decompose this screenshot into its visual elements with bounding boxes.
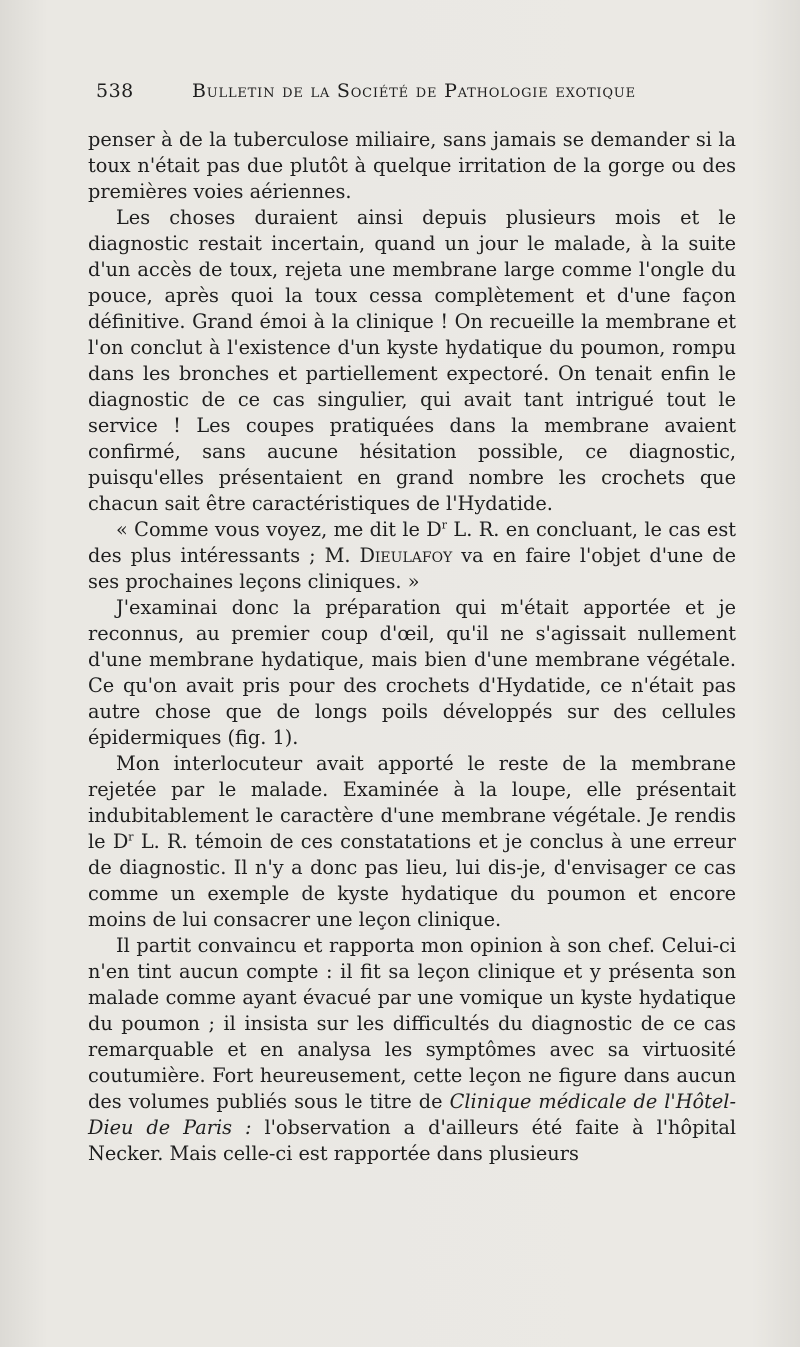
paragraph-6-part1: Il partit convaincu et rapporta mon opinion à son chef. Celui-ci n'en tint aucun compte : il fit sa leçon clinique et y présenta son malade comme ayant évacué par une vomique un kyste hydatique du poumon ; il insista sur les difficultés du diagnostic de ce cas remarquable et en analysa les symptômes avec sa virtuosité coutumière. Fort heureusement, cette leçon ne figure dans aucun des volumes publiés sous le titre de — [88, 934, 736, 1113]
paragraph-1: penser à de la tuberculose miliaire, sans jamais se demander si la toux n'était pas due plutôt à quelque irritation de la gorge ou des premières voies aériennes. — [88, 128, 736, 203]
paragraph-6-part2: l'observation a d'ailleurs été faite à l'hôpital Necker. Mais celle-ci est rapportée dans plusieurs — [88, 1116, 736, 1165]
paragraph-5 — [88, 751, 736, 933]
running-title: Bulletin de la Société de Pathologie exotique — [192, 80, 636, 102]
paragraph-3-part1: « Comme vous voyez, me dit le D — [116, 518, 442, 541]
paragraph-2: Les choses duraient ainsi depuis plusieurs mois et le diagnostic restait incertain, quand un jour le malade, à la suite d'un accès de toux, rejeta une membrane large comme l'ongle du pouce, après quoi la toux cessa complètement et d'une façon définitive. Grand émoi à la clinique ! On recueille la membrane et l'on conclut à l'existence d'un kyste hydatique du poumon, rompu dans les bronches et partiellement expectoré. On tenait enfin le diagnostic de ce cas singulier, qui avait tant intrigué tout le service ! Les coupes pratiquées dans la membrane avaient confirmé, sans aucune hésitation possible, ce diagnostic, puisqu'elles présentaient en grand nombre les crochets que chacun sait être caractéristiques de l'Hydatide. — [88, 206, 736, 515]
paragraph-4: J'examinai donc la préparation qui m'était apportée et je reconnus, au premier coup d'œil, qu'il ne s'agissait nullement d'une membrane hydatique, mais bien d'une membrane végétale. Ce qu'on avait pris pour des crochets d'Hydatide, ce n'était pas autre chose que de longs poils développés sur des cellules épidermiques (fig. 1). — [88, 596, 736, 749]
paragraph-3 — [88, 517, 736, 595]
paragraph-5-part2: L. R. témoin de ces constatations et je conclus à une erreur de diagnostic. Il n'y a donc pas lieu, lui dis-je, d'envisager ce cas comme un exemple de kyste hydatique du poumon et encore moins de lui consacrer une leçon clinique. — [88, 830, 736, 931]
doctor-superscript: r — [441, 518, 448, 532]
paragraph-5-part1: Mon interlocuteur avait apporté le reste de la membrane rejetée par le malade. Examinée à la loupe, elle présentait indubitablement le caractère d'une membrane végétale. Je rendis le D — [88, 752, 736, 853]
page-header — [96, 80, 736, 110]
body-text — [88, 127, 736, 1167]
paragraph-3-part3: va en faire l'objet d'une de ses prochaines leçons cliniques. » — [88, 544, 736, 593]
book-title: Clinique médicale de l'Hôtel-Dieu de Paris : — [88, 1090, 736, 1139]
author-name: Dieulafoy — [359, 544, 453, 567]
paragraph-3-part2: L. R. en concluant, le cas est des plus intéressants ; M. — [88, 518, 736, 567]
paragraph-6 — [88, 933, 736, 1167]
doctor-superscript: r — [128, 830, 134, 844]
page-number: 538 — [96, 80, 134, 102]
